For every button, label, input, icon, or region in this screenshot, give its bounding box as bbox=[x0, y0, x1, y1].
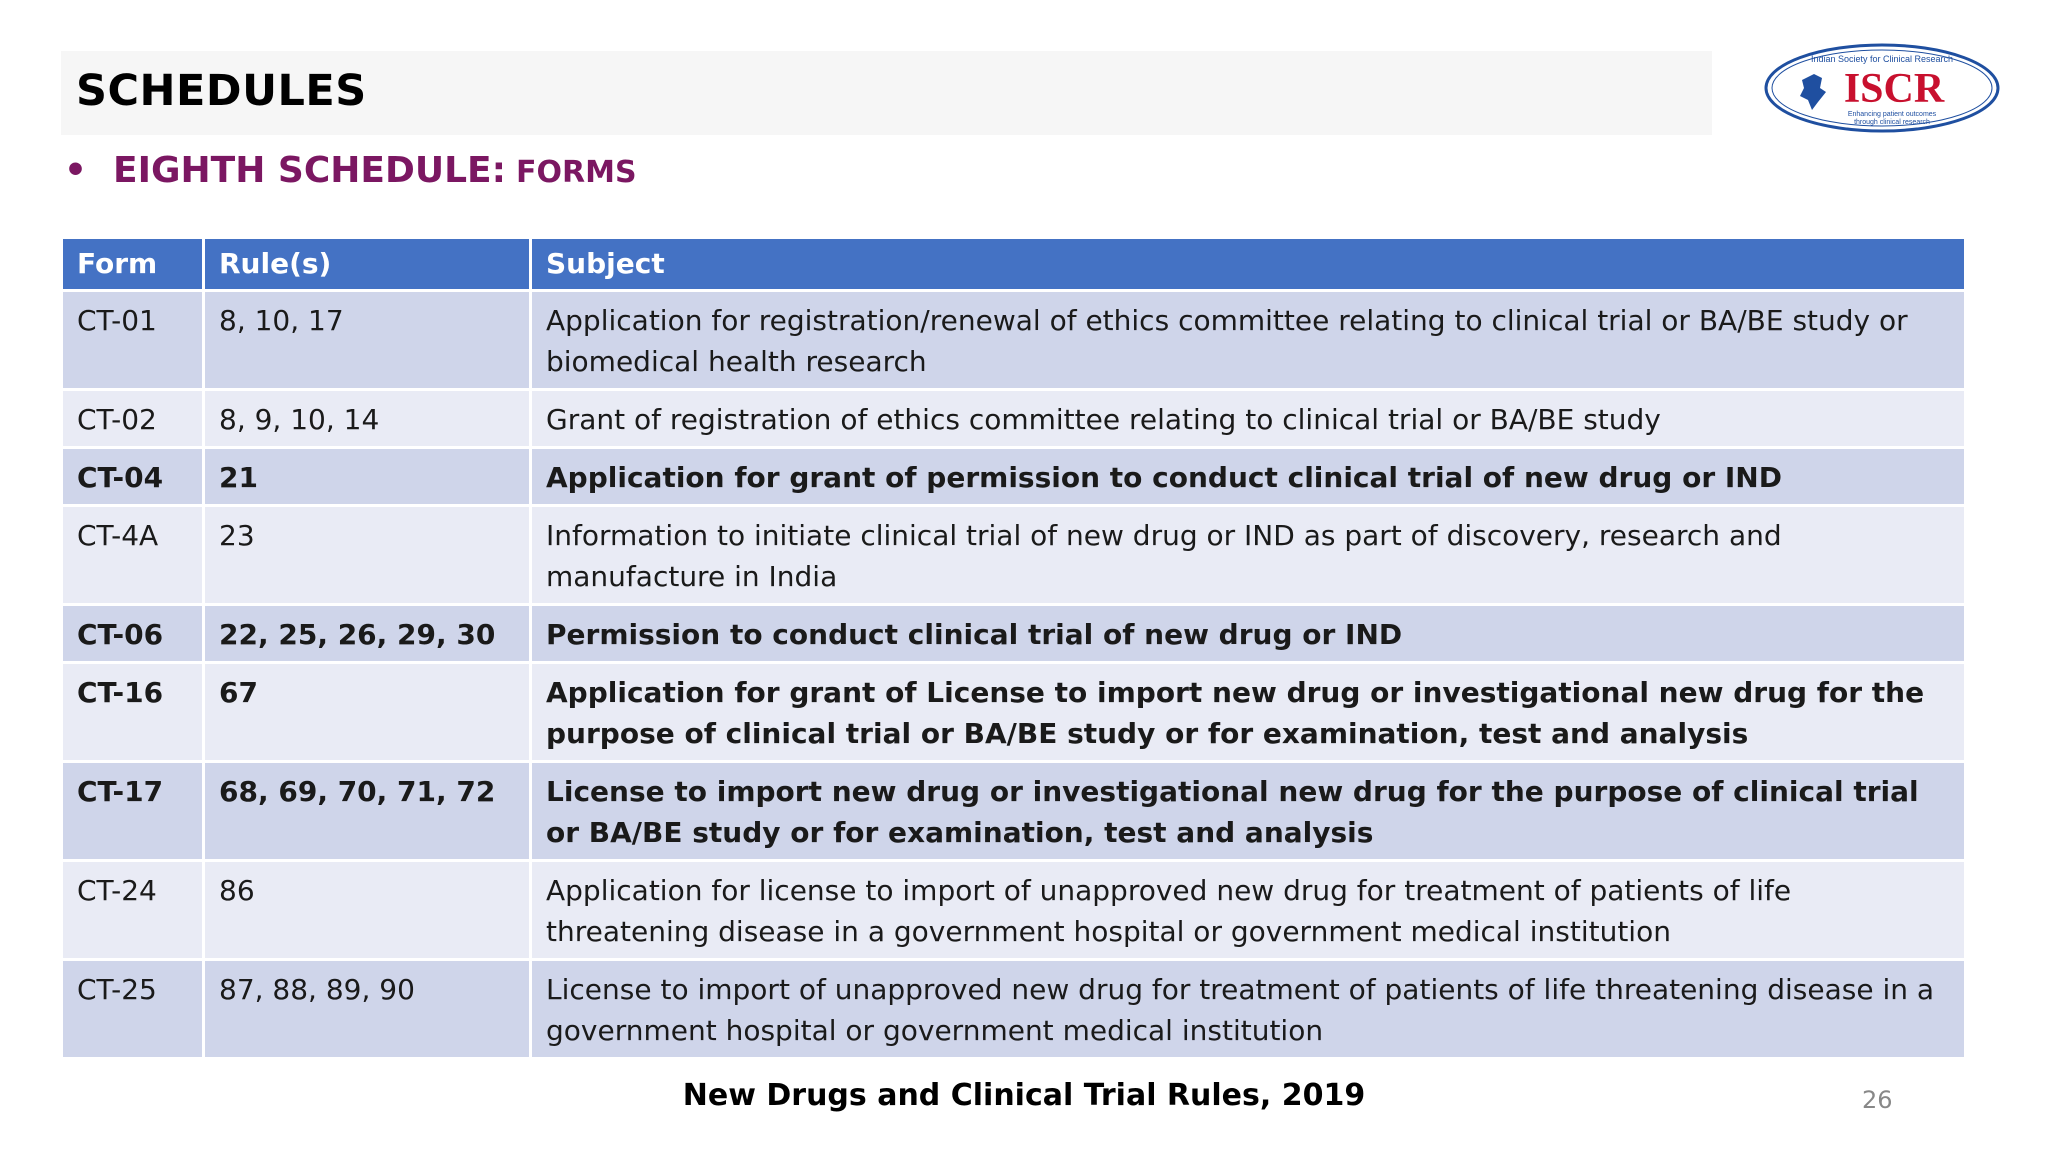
header-subject: Subject bbox=[531, 238, 1966, 291]
cell-subject: Grant of registration of ethics committee relating to clinical trial or BA/BE study bbox=[531, 390, 1966, 448]
section-heading bbox=[64, 150, 637, 200]
logo-tagline-2: through clinical research bbox=[1854, 119, 1930, 126]
cell-subject: License to import new drug or investigational new drug for the purpose of clinical trial or BA/BE study or for examination, test and analysis bbox=[531, 762, 1966, 861]
iscr-logo bbox=[1762, 40, 2002, 136]
forms-table bbox=[60, 236, 1967, 1060]
header-form: Form bbox=[62, 238, 204, 291]
cell-subject: Application for license to import of unapproved new drug for treatment of patients of life threatening disease in a government hospital or government medical institution bbox=[531, 861, 1966, 960]
cell-subject: Application for grant of permission to conduct clinical trial of new drug or IND bbox=[531, 448, 1966, 506]
cell-subject: Application for registration/renewal of ethics committee relating to clinical trial or BA/BE study or biomedical health research bbox=[531, 291, 1966, 390]
cell-rules: 23 bbox=[204, 506, 531, 605]
table-row bbox=[62, 605, 1966, 663]
cell-form: CT-4A bbox=[62, 506, 204, 605]
bullet-icon: • bbox=[64, 150, 88, 191]
cell-rules: 67 bbox=[204, 663, 531, 762]
table-row bbox=[62, 762, 1966, 861]
schedule-name: EIGHTH SCHEDULE: bbox=[113, 150, 507, 191]
table-row bbox=[62, 663, 1966, 762]
cell-rules: 87, 88, 89, 90 bbox=[204, 960, 531, 1059]
cell-subject: Permission to conduct clinical trial of new drug or IND bbox=[531, 605, 1966, 663]
cell-rules: 8, 9, 10, 14 bbox=[204, 390, 531, 448]
logo-tagline-1: Enhancing patient outcomes bbox=[1847, 111, 1937, 118]
cell-form: CT-04 bbox=[62, 448, 204, 506]
header-rules: Rule(s) bbox=[204, 238, 531, 291]
cell-rules: 8, 10, 17 bbox=[204, 291, 531, 390]
cell-subject: Information to initiate clinical trial of new drug or IND as part of discovery, research and manufacture in India bbox=[531, 506, 1966, 605]
cell-form: CT-06 bbox=[62, 605, 204, 663]
table-row bbox=[62, 390, 1966, 448]
cell-form: CT-01 bbox=[62, 291, 204, 390]
logo-top-text: Indian Society for Clinical Research bbox=[1810, 54, 1954, 64]
cell-subject: License to import of unapproved new drug for treatment of patients of life threatening disease in a government hospital or government medical institution bbox=[531, 960, 1966, 1059]
cell-subject: Application for grant of License to import new drug or investigational new drug for the purpose of clinical trial or BA/BE study or for examination, test and analysis bbox=[531, 663, 1966, 762]
schedule-subtitle: FORMS bbox=[516, 155, 637, 190]
cell-rules: 86 bbox=[204, 861, 531, 960]
cell-rules: 21 bbox=[204, 448, 531, 506]
slide-title: SCHEDULES bbox=[76, 66, 367, 116]
page-number: 26 bbox=[1862, 1086, 1893, 1114]
logo-name: ISCR bbox=[1843, 66, 1945, 112]
cell-form: CT-25 bbox=[62, 960, 204, 1059]
footer-title: New Drugs and Clinical Trial Rules, 2019 bbox=[682, 1078, 1366, 1113]
cell-form: CT-02 bbox=[62, 390, 204, 448]
table-row bbox=[62, 448, 1966, 506]
india-map-icon bbox=[1800, 74, 1826, 110]
table-row bbox=[62, 291, 1966, 390]
cell-form: CT-24 bbox=[62, 861, 204, 960]
cell-form: CT-17 bbox=[62, 762, 204, 861]
table-row bbox=[62, 861, 1966, 960]
table-header-row bbox=[62, 238, 1966, 291]
cell-rules: 68, 69, 70, 71, 72 bbox=[204, 762, 531, 861]
table-row bbox=[62, 506, 1966, 605]
cell-form: CT-16 bbox=[62, 663, 204, 762]
cell-rules: 22, 25, 26, 29, 30 bbox=[204, 605, 531, 663]
table-row bbox=[62, 960, 1966, 1059]
